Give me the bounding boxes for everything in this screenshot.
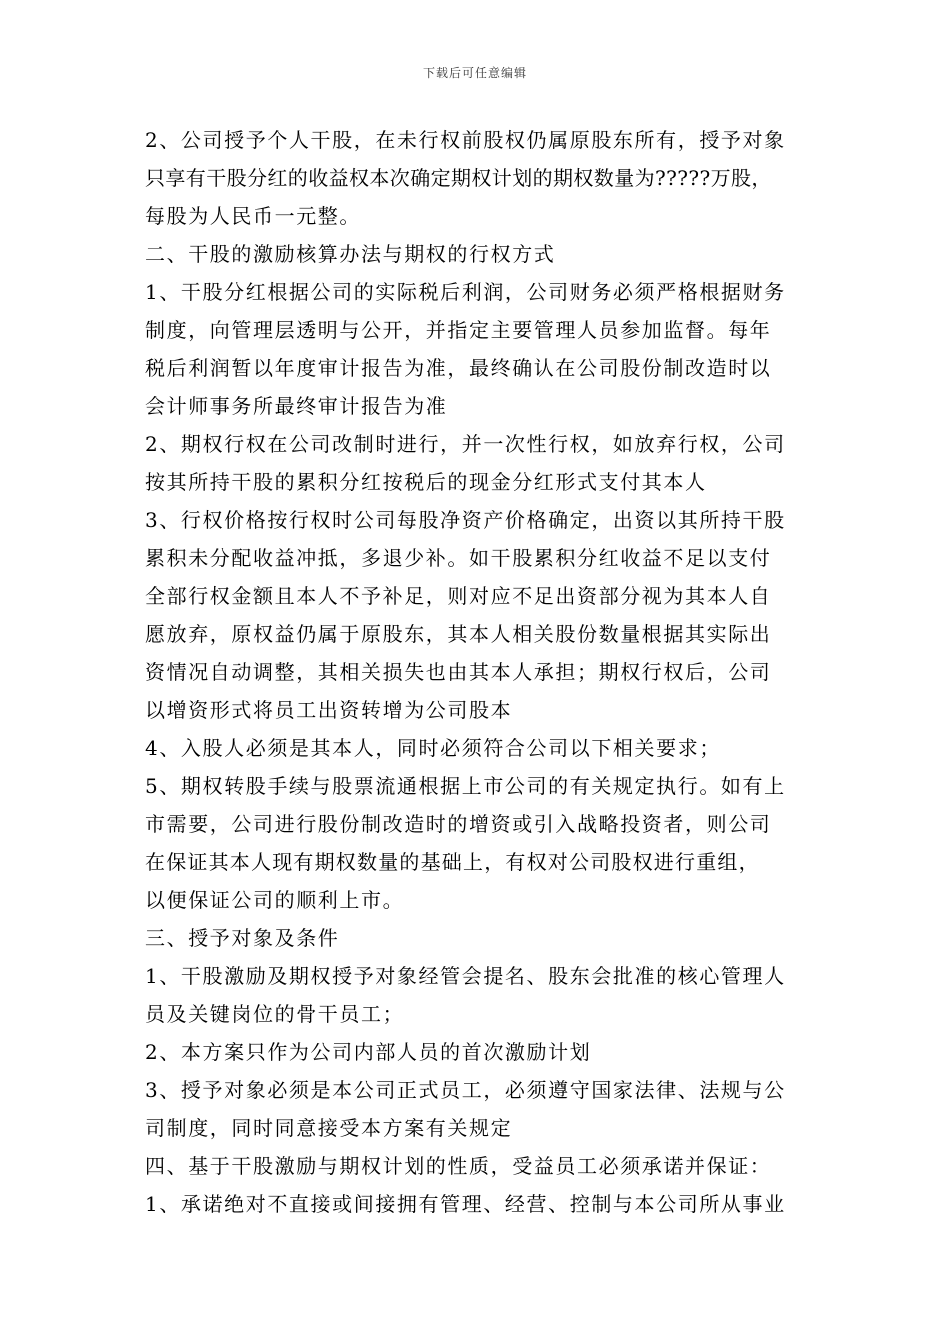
text-line: 员及关键岗位的骨干员工； [145, 1002, 405, 1026]
text-line: 2、期权行权在公司改制时进行，并一次性行权，如放弃行权，公司 [145, 432, 786, 456]
text-line: 3、行权价格按行权时公司每股净资产价格确定，出资以其所持干股 [145, 508, 786, 532]
text-line: 会计师事务所最终审计报告为准 [145, 394, 448, 418]
text-line: 市需要，公司进行股份制改造时的增资或引入战略投资者，则公司 [145, 812, 772, 836]
text-line: 在保证其本人现有期权数量的基础上，有权对公司股权进行重组， [145, 850, 760, 874]
text-line: 1、干股分红根据公司的实际税后利润，公司财务必须严格根据财务 [145, 280, 786, 304]
text-line: 每股为人民币一元整。 [145, 204, 361, 228]
header-note: 下载后可任意编辑 [422, 66, 527, 80]
text-line: 以增资形式将员工出资转增为公司股本 [145, 698, 513, 722]
text-line: 1、承诺绝对不直接或间接拥有管理、经营、控制与本公司所从事业 [145, 1192, 786, 1216]
text-line: 4、入股人必须是其本人，同时必须符合公司以下相关要求； [145, 736, 721, 760]
text-line: 2、本方案只作为公司内部人员的首次激励计划 [145, 1040, 592, 1064]
text-line: 愿放弃，原权益仍属于原股东，其本人相关股份数量根据其实际出 [145, 622, 772, 646]
text-line: 1、干股激励及期权授予对象经管会提名、股东会批准的核心管理人 [145, 964, 786, 988]
text-line: 2、公司授予个人干股，在未行权前股权仍属原股东所有，授予对象 [145, 128, 786, 152]
text-line: 司制度，同时同意接受本方案有关规定 [145, 1116, 513, 1140]
text-line: 按其所持干股的累积分红按税后的现金分红形式支付其本人 [145, 470, 707, 494]
section-heading: 四、基于干股激励与期权计划的性质，受益员工必须承诺并保证： [145, 1154, 772, 1178]
text-line: 制度，向管理层透明与公开，并指定主要管理人员参加监督。每年 [145, 318, 772, 342]
text-line: 税后利润暂以年度审计报告为准，最终确认在公司股份制改造时以 [145, 356, 772, 380]
text-line: 全部行权金额且本人不予补足，则对应不足出资部分视为其本人自 [145, 584, 772, 608]
section-heading: 三、授予对象及条件 [145, 926, 340, 950]
text-line: 3、授予对象必须是本公司正式员工，必须遵守国家法律、法规与公 [145, 1078, 786, 1102]
text-line: 资情况自动调整，其相关损失也由其本人承担；期权行权后，公司 [145, 660, 772, 684]
section-heading: 二、干股的激励核算办法与期权的行权方式 [145, 242, 556, 266]
text-line: 只享有干股分红的收益权本次确定期权计划的期权数量为?????万股， [145, 166, 772, 190]
text-line: 累积未分配收益冲抵，多退少补。如干股累积分红收益不足以支付 [145, 546, 772, 570]
text-line: 5、期权转股手续与股票流通根据上市公司的有关规定执行。如有上 [145, 774, 786, 798]
text-line: 以便保证公司的顺利上市。 [145, 888, 405, 912]
document-body [145, 121, 815, 1223]
